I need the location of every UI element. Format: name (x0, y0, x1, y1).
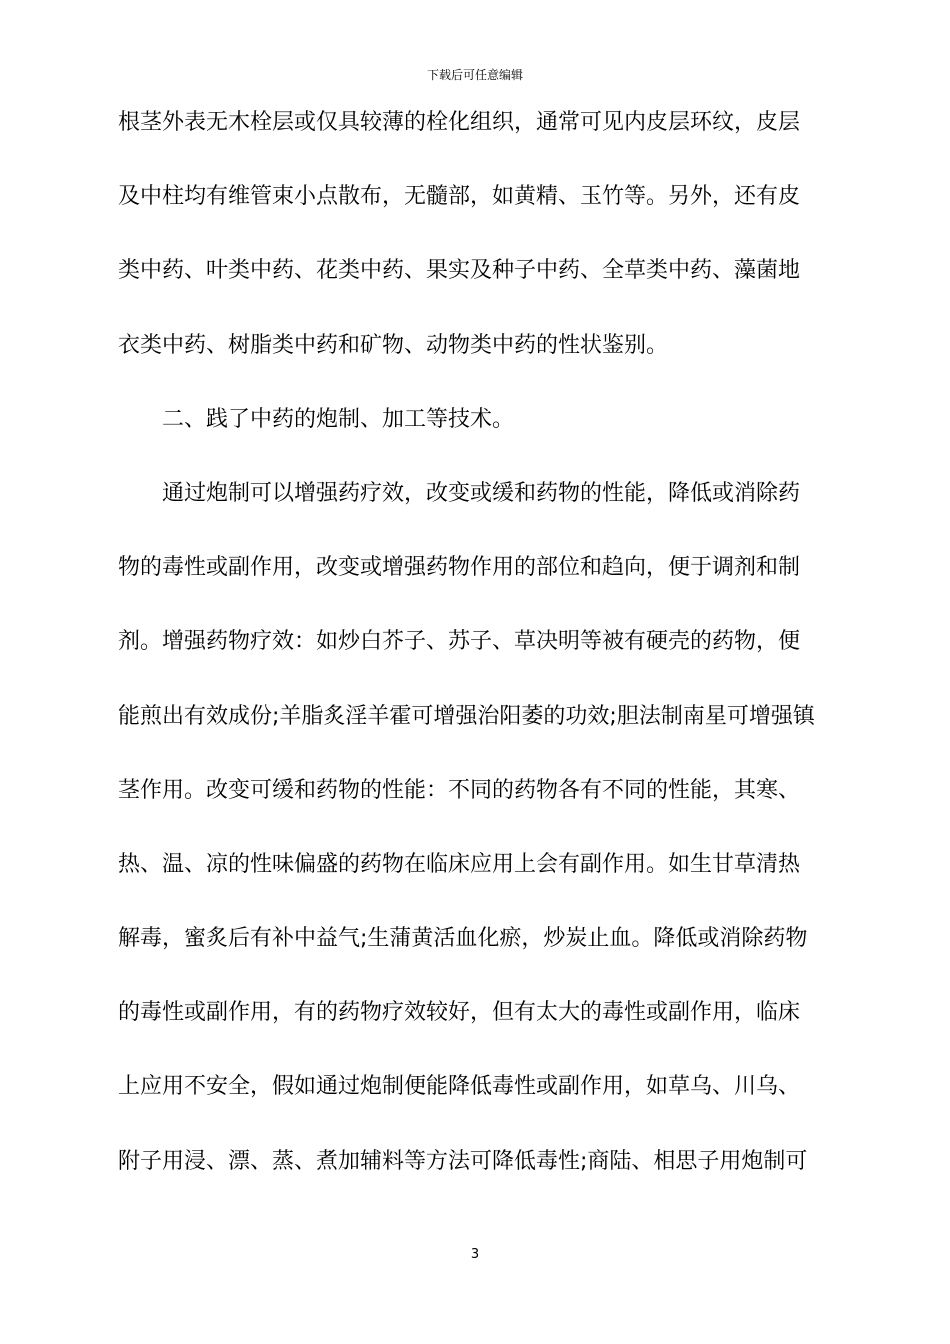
text-line: 及中柱均有维管束小点散布，无髓部，如黄精、玉竹等。另外，还有皮 (118, 184, 801, 210)
text-line: 能煎出有效成份;羊脂炙淫羊霍可增强治阳萎的功效;胆法制南星可增强镇 (118, 703, 815, 729)
text-line: 物的毒性或副作用，改变或增强药物作用的部位和趋向，便于调剂和制 (118, 555, 801, 581)
text-line: 热、温、凉的性味偏盛的药物在临床应用上会有副作用。如生甘草清热 (118, 851, 801, 877)
text-line: 上应用不安全，假如通过炮制便能降低毒性或副作用，如草乌、川乌、 (118, 1074, 801, 1100)
text-line: 茎作用。改变可缓和药物的性能：不同的药物各有不同的性能，其寒、 (118, 777, 801, 803)
text-line: 衣类中药、树脂类中药和矿物、动物类中药的性状鉴别。 (118, 332, 669, 358)
page-number: 3 (470, 1247, 480, 1262)
section-heading: 二、践了中药的炮制、加工等技术。 (162, 406, 515, 432)
text-line: 通过炮制可以增强药疗效，改变或缓和药物的性能，降低或消除药 (162, 480, 801, 506)
text-line: 的毒性或副作用，有的药物疗效较好，但有太大的毒性或副作用，临床 (118, 1000, 801, 1026)
page-header: 下载后可任意编辑 (426, 68, 523, 82)
text-line: 剂。增强药物疗效：如炒白芥子、苏子、草决明等被有硬壳的药物，便 (118, 629, 801, 655)
text-line: 解毒，蜜炙后有补中益气;生蒲黄活血化瘀，炒炭止血。降低或消除药物 (118, 926, 808, 952)
document-body (118, 103, 838, 1216)
text-line: 根茎外表无木栓层或仅具较薄的栓化组织，通常可见内皮层环纹，皮层 (118, 110, 801, 135)
text-line: 附子用浸、漂、蒸、煮加辅料等方法可降低毒性;商陆、相思子用炮制可 (118, 1148, 808, 1174)
text-line: 类中药、叶类中药、花类中药、果实及种子中药、全草类中药、藻菌地 (118, 258, 801, 284)
